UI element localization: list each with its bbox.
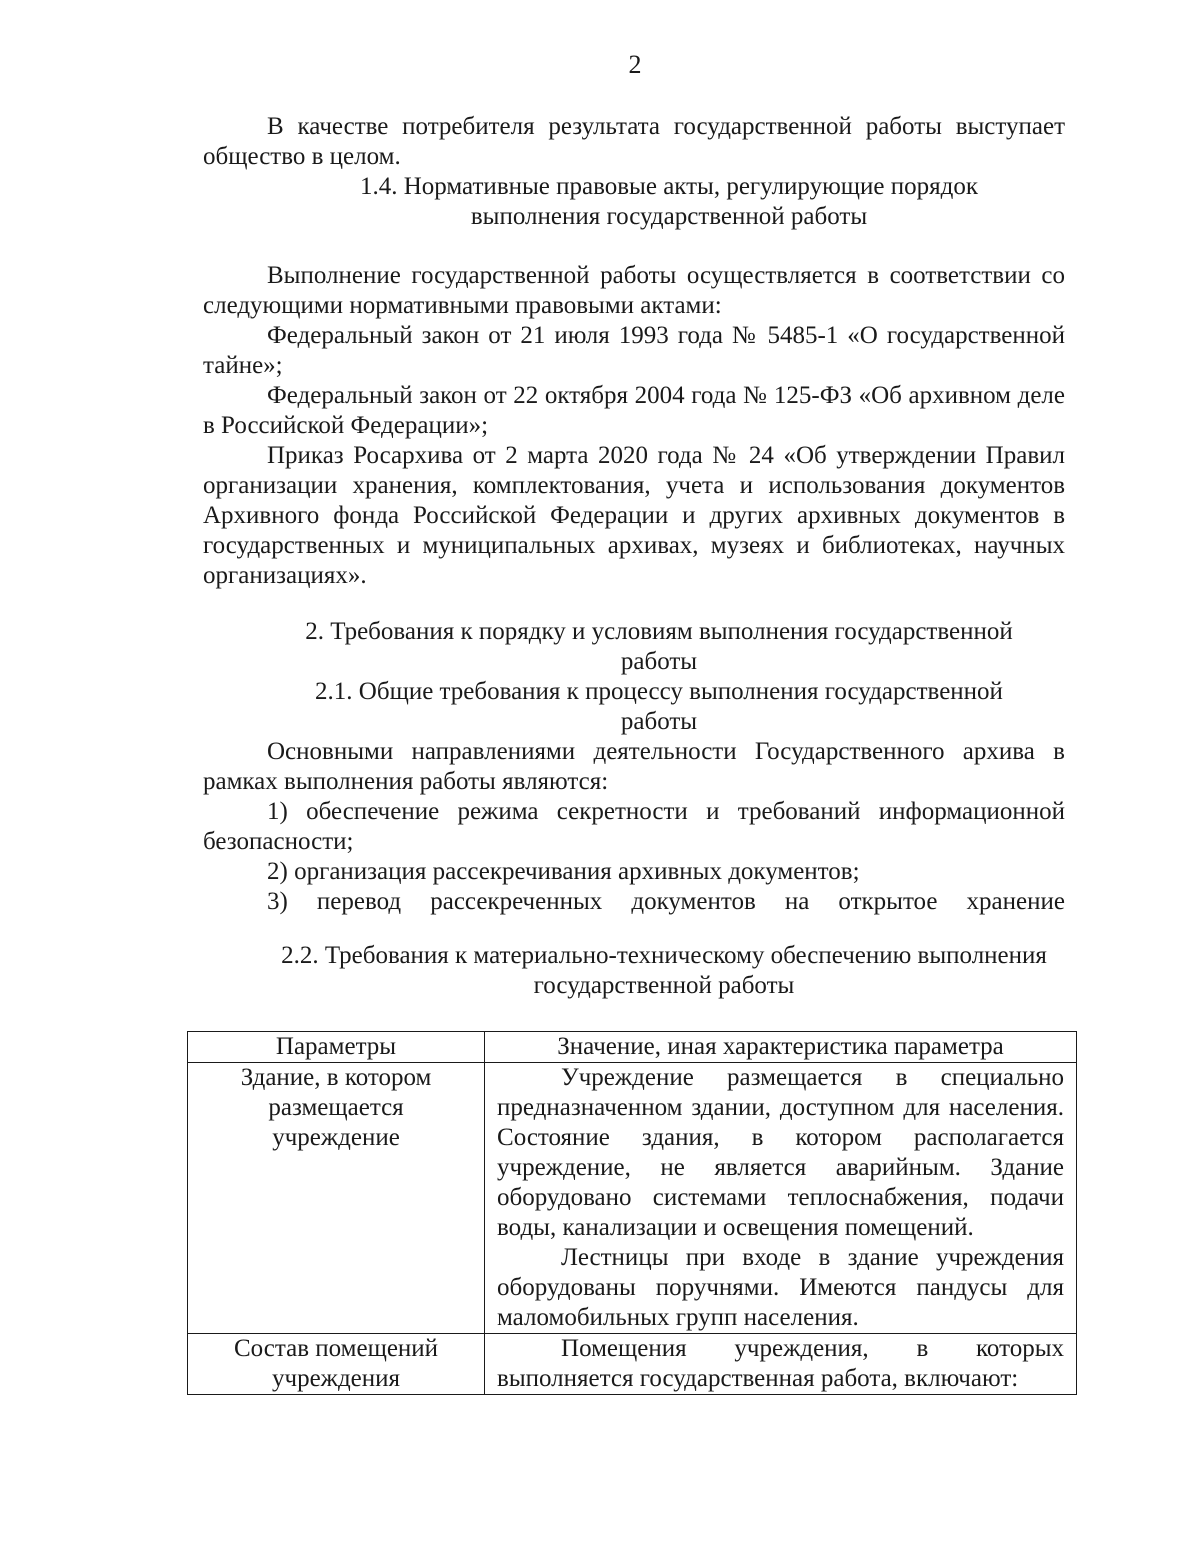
direction-item: 2) организация рассекречивания архивных документов; — [267, 858, 860, 885]
heading-2-2-block — [203, 941, 1065, 1001]
act-item: Приказ Росархива от 2 марта 2020 года № 24 «Об утверждении Правил организации хранения, комплектования, учета и использования документов Архивного фонда Российской Федерации и других архивных документов в государственных и муниципальных архивах, музеях и библиотеках, научных организациях». — [203, 442, 1065, 589]
value-cell — [485, 1334, 1077, 1395]
parameters-table — [187, 1031, 1077, 1395]
directions-intro: Основными направлениями деятельности Государственного архива в рамках выполнения работы являются: — [203, 738, 1065, 795]
heading-2-1: 2.1. Общие требования к процессу выполнения государственной работы — [315, 678, 1003, 735]
param-cell: Состав помещений учреждения — [188, 1334, 485, 1395]
act-item: Федеральный закон от 22 октября 2004 года № 125-ФЗ «Об архивном деле в Российской Федерации»; — [203, 382, 1065, 439]
section-2-block — [203, 617, 1065, 917]
normative-acts-block — [203, 261, 1065, 591]
value-paragraph: Учреждение размещается в специально предназначенном здании, доступном для населения. Состояние здания, в котором располагается учреждение, не является аварийным. Здание оборудовано системами теплоснабжения, подачи воды, канализации и освещения помещений. — [497, 1064, 1064, 1241]
direction-item: 3) перевод рассекреченных документов на открытое хранение — [267, 888, 1065, 915]
consumer-block — [203, 112, 1065, 232]
consumer-paragraph: В качестве потребителя результата государственной работы выступает общество в целом. — [203, 113, 1065, 170]
table-row — [188, 1063, 1077, 1334]
acts-intro: Выполнение государственной работы осуществляется в соответствии со следующими нормативными правовыми актами: — [203, 262, 1065, 319]
heading-2-2: 2.2. Требования к материально-техническому обеспечению выполнения государственной работы — [281, 942, 1047, 999]
param-cell: Здание, в котором размещается учреждение — [188, 1063, 485, 1334]
act-item: Федеральный закон от 21 июля 1993 года № 5485-1 «О государственной тайне»; — [203, 322, 1065, 379]
value-paragraph: Лестницы при входе в здание учреждения оборудованы поручнями. Имеются пандусы для маломобильных групп населения. — [497, 1244, 1064, 1331]
table-row — [188, 1334, 1077, 1395]
direction-item: 1) обеспечение режима секретности и требований информационной безопасности; — [203, 798, 1065, 855]
value-paragraph: Помещения учреждения, в которых выполняется государственная работа, включают: — [497, 1335, 1064, 1392]
table-header-value: Значение, иная характеристика параметра — [485, 1032, 1077, 1063]
heading-1-4: 1.4. Нормативные правовые акты, регулирующие порядок выполнения государственной работы — [359, 173, 979, 230]
table-header-row — [188, 1032, 1077, 1063]
heading-2: 2. Требования к порядку и условиям выполнения государственной работы — [305, 618, 1013, 675]
table-header-parameters: Параметры — [188, 1032, 485, 1063]
value-cell — [485, 1063, 1077, 1334]
page-number: 2 — [628, 50, 642, 79]
